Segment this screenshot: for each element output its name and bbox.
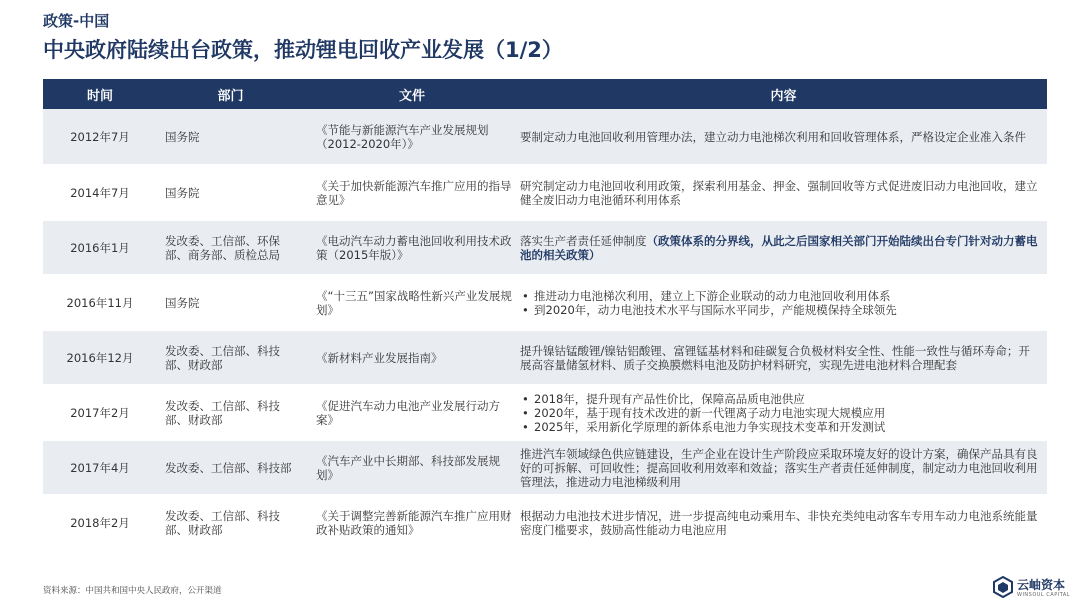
header-content: 内容: [770, 88, 797, 104]
row-content: 根据动力电池技术进步情况，进一步提高纯电动乘用车、非快充类纯电动客车专用车动力电池系统能量密度门槛要求，鼓励高性能动力电池应用: [520, 508, 1038, 537]
bullet-list: [520, 289, 1041, 317]
row-dept: 发改委、工信部、科技部、财政部: [165, 343, 280, 372]
logo-text: 云岫资本: [1017, 578, 1066, 592]
row-content: [520, 289, 1047, 317]
slide-category: 政策-中国: [43, 12, 110, 30]
table-row: [43, 109, 1047, 164]
logo-mark-icon: [992, 576, 1014, 598]
row-dept: 国务院: [165, 185, 200, 200]
row-dept: 发改委、工信部、科技部、财政部: [165, 508, 280, 537]
table-row: [43, 164, 1047, 219]
row-content: [520, 234, 1047, 262]
table-row: [43, 494, 1047, 549]
row-content: 提升镍钴锰酸锂/镍钴铝酸锂、富锂锰基材料和硅碳复合负极材料安全性、性能一致性与循环寿命；开展高容量储氢材料、质子交换膜燃料电池及防护材料研究，实现先进电池材料合理配套: [520, 343, 1030, 372]
table-header: [43, 79, 1047, 109]
row-content: 推进汽车领域绿色供应链建设，生产企业在设计生产阶段应采取环境友好的设计方案，确保产品具有良好的可拆解、可回收性；提高回收利用效率和效益；落实生产者责任延伸制度，制定动力电池回收利用管理法，推进动力电池梯级利用: [520, 446, 1038, 489]
table-row: [43, 439, 1047, 494]
bullet-item: • 到2020年，动力电池技术水平与国际水平同步，产能规模保持全球领先: [520, 303, 1041, 317]
source-note: 资料来源：中国共和国中央人民政府，公开渠道: [43, 586, 222, 596]
row-date: 2017年4月: [70, 460, 130, 475]
row-date: 2014年7月: [70, 185, 130, 200]
row-content: [520, 392, 1047, 434]
bullet-item: • 2020年，基于现有技术改进的新一代锂离子动力电池实现大规模应用: [520, 406, 1041, 420]
row-date: 2016年12月: [66, 350, 134, 365]
row-content-highlight: （政策体系的分界线，从此之后国家相关部门开始陆续出台专门针对动力蓄电池的相关政策）: [520, 233, 1038, 262]
row-date: 2012年7月: [70, 129, 130, 144]
header-doc: 文件: [398, 88, 425, 104]
row-date: 2018年2月: [70, 515, 130, 530]
logo-subtext: WINSOUL CAPITAL: [1017, 592, 1071, 598]
bullet-item: • 2018年，提升现有产品性价比，保障高品质电池供应: [520, 392, 1041, 406]
policy-table: [43, 79, 1047, 549]
row-doc: 《节能与新能源汽车产业发展规划（2012-2020年）》: [316, 122, 489, 151]
row-dept: 发改委、工信部、科技部: [165, 460, 292, 475]
table-row: [43, 384, 1047, 439]
row-dept: 国务院: [165, 129, 200, 144]
bullet-item: • 2025年，采用新化学原理的新体系电池力争实现技术变革和开发测试: [520, 420, 1041, 434]
bullet-list: [520, 392, 1041, 434]
page-title: 中央政府陆续出台政策，推动锂电回收产业发展（1/2）: [43, 38, 563, 62]
row-doc: 《“十三五”国家战略性新兴产业发展规划》: [316, 288, 512, 317]
table-row: [43, 219, 1047, 274]
header-time: 时间: [86, 88, 113, 104]
header-dept: 部门: [217, 88, 244, 104]
row-doc: 《电动汽车动力蓄电池回收利用技术政策（2015年版）》: [316, 233, 512, 262]
company-logo: [992, 574, 1070, 602]
table-row: [43, 274, 1047, 329]
table-row: [43, 329, 1047, 384]
row-content: 研究制定动力电池回收利用政策，探索利用基金、押金、强制回收等方式促进废旧动力电池回收，建立健全废旧动力电池循环利用体系: [520, 178, 1038, 207]
row-dept: 发改委、工信部、环保部、商务部、质检总局: [165, 233, 280, 262]
row-doc: 《关于加快新能源汽车推广应用的指导意见》: [316, 178, 512, 207]
row-dept: 国务院: [165, 295, 200, 310]
row-date: 2017年2月: [70, 405, 130, 420]
row-doc: 《新材料产业发展指南》: [316, 350, 443, 365]
row-doc: 《促进汽车动力电池产业发展行动方案》: [316, 398, 500, 427]
bullet-item: • 推进动力电池梯次利用，建立上下游企业联动的动力电池回收利用体系: [520, 289, 1041, 303]
row-dept: 发改委、工信部、科技部、财政部: [165, 398, 280, 427]
row-doc: 《汽车产业中长期部、科技部发展规划》: [316, 453, 500, 482]
row-doc: 《关于调整完善新能源汽车推广应用财政补贴政策的通知》: [316, 508, 512, 537]
row-date: 2016年1月: [70, 240, 130, 255]
row-date: 2016年11月: [66, 295, 134, 310]
row-content-text: 落实生产者责任延伸制度: [520, 233, 647, 248]
row-content: 要制定动力电池回收利用管理办法，建立动力电池梯次利用和回收管理体系，严格设定企业准入条件: [520, 129, 1026, 144]
